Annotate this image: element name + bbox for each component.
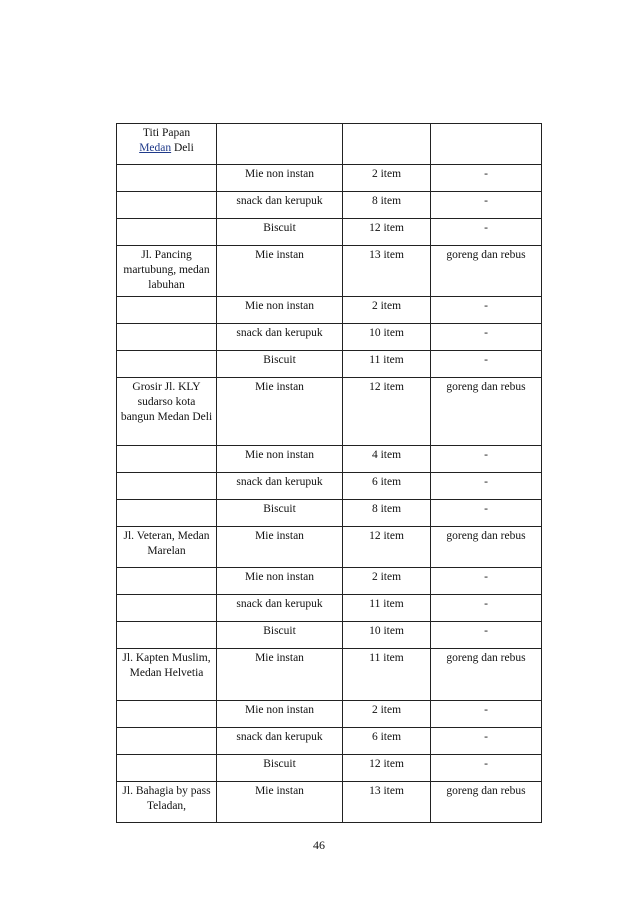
product-cell: Biscuit — [217, 622, 343, 649]
product-cell: Mie instan — [217, 527, 343, 568]
method-cell: - — [431, 324, 542, 351]
table-row — [117, 473, 542, 500]
qty-cell: 10 item — [343, 324, 431, 351]
product-cell: snack dan kerupuk — [217, 728, 343, 755]
location-cell — [117, 219, 217, 246]
qty-cell: 12 item — [343, 755, 431, 782]
table-row — [117, 324, 542, 351]
data-table — [116, 123, 542, 823]
table-row — [117, 500, 542, 527]
method-cell — [431, 124, 542, 165]
qty-cell: 11 item — [343, 649, 431, 701]
location-cell — [117, 701, 217, 728]
qty-cell — [343, 124, 431, 165]
location-cell — [117, 446, 217, 473]
qty-cell: 13 item — [343, 246, 431, 297]
location-cell — [117, 473, 217, 500]
location-cell: Jl. Kapten Muslim, Medan Helvetia — [117, 649, 217, 701]
table-row — [117, 124, 542, 165]
method-cell: - — [431, 192, 542, 219]
table-row — [117, 527, 542, 568]
product-cell: Mie instan — [217, 246, 343, 297]
method-cell: - — [431, 728, 542, 755]
table-row — [117, 782, 542, 823]
location-cell — [117, 728, 217, 755]
table-row — [117, 192, 542, 219]
qty-cell: 8 item — [343, 500, 431, 527]
product-cell: snack dan kerupuk — [217, 192, 343, 219]
location-text: Deli — [174, 142, 194, 154]
method-cell: goreng dan rebus — [431, 246, 542, 297]
location-cell: Jl. Bahagia by pass Teladan, — [117, 782, 217, 823]
product-cell: Mie instan — [217, 649, 343, 701]
qty-cell: 11 item — [343, 351, 431, 378]
method-cell: - — [431, 165, 542, 192]
qty-cell: 12 item — [343, 378, 431, 446]
method-cell: - — [431, 755, 542, 782]
location-cell — [117, 755, 217, 782]
location-link[interactable]: Medan — [139, 142, 172, 154]
location-cell — [117, 595, 217, 622]
product-cell: Mie non instan — [217, 297, 343, 324]
qty-cell: 2 item — [343, 701, 431, 728]
product-cell: Mie non instan — [217, 701, 343, 728]
location-cell: Jl. Pancing martubung, medan labuhan — [117, 246, 217, 297]
method-cell: - — [431, 595, 542, 622]
table-row — [117, 165, 542, 192]
product-cell: Biscuit — [217, 500, 343, 527]
table-row — [117, 649, 542, 701]
product-cell: snack dan kerupuk — [217, 595, 343, 622]
table-row — [117, 568, 542, 595]
product-cell — [217, 124, 343, 165]
method-cell: - — [431, 219, 542, 246]
page-number: 46 — [313, 838, 325, 852]
method-cell: - — [431, 351, 542, 378]
qty-cell: 2 item — [343, 165, 431, 192]
location-text: Titi Papan — [142, 127, 191, 139]
qty-cell: 10 item — [343, 622, 431, 649]
qty-cell: 11 item — [343, 595, 431, 622]
location-cell — [117, 124, 217, 165]
method-cell: goreng dan rebus — [431, 649, 542, 701]
table-row — [117, 755, 542, 782]
location-cell: Jl. Veteran, Medan Marelan — [117, 527, 217, 568]
table-row — [117, 446, 542, 473]
method-cell: - — [431, 701, 542, 728]
table-row — [117, 622, 542, 649]
product-cell: Mie non instan — [217, 446, 343, 473]
location-cell — [117, 351, 217, 378]
method-cell: - — [431, 622, 542, 649]
product-cell: Biscuit — [217, 219, 343, 246]
location-cell — [117, 297, 217, 324]
location-cell — [117, 324, 217, 351]
method-cell: - — [431, 500, 542, 527]
product-cell: Biscuit — [217, 351, 343, 378]
method-cell: goreng dan rebus — [431, 782, 542, 823]
product-cell: Mie non instan — [217, 568, 343, 595]
product-cell: snack dan kerupuk — [217, 324, 343, 351]
table-row — [117, 378, 542, 446]
method-cell: - — [431, 446, 542, 473]
qty-cell: 4 item — [343, 446, 431, 473]
location-cell — [117, 622, 217, 649]
table-row — [117, 246, 542, 297]
table-row — [117, 701, 542, 728]
method-cell: goreng dan rebus — [431, 378, 542, 446]
product-cell: snack dan kerupuk — [217, 473, 343, 500]
table-row — [117, 297, 542, 324]
product-cell: Mie instan — [217, 378, 343, 446]
location-cell — [117, 192, 217, 219]
table-body — [117, 124, 542, 823]
product-cell: Mie non instan — [217, 165, 343, 192]
table-row — [117, 219, 542, 246]
product-cell: Mie instan — [217, 782, 343, 823]
location-cell — [117, 500, 217, 527]
qty-cell: 6 item — [343, 728, 431, 755]
qty-cell: 13 item — [343, 782, 431, 823]
location-cell — [117, 165, 217, 192]
qty-cell: 12 item — [343, 219, 431, 246]
qty-cell: 6 item — [343, 473, 431, 500]
method-cell: - — [431, 568, 542, 595]
qty-cell: 2 item — [343, 297, 431, 324]
method-cell: - — [431, 473, 542, 500]
location-cell: Grosir Jl. KLY sudarso kota bangun Medan Deli — [117, 378, 217, 446]
location-cell — [117, 568, 217, 595]
qty-cell: 12 item — [343, 527, 431, 568]
table-row — [117, 351, 542, 378]
method-cell: - — [431, 297, 542, 324]
product-cell: Biscuit — [217, 755, 343, 782]
table-row — [117, 595, 542, 622]
method-cell: goreng dan rebus — [431, 527, 542, 568]
table-row — [117, 728, 542, 755]
qty-cell: 8 item — [343, 192, 431, 219]
qty-cell: 2 item — [343, 568, 431, 595]
